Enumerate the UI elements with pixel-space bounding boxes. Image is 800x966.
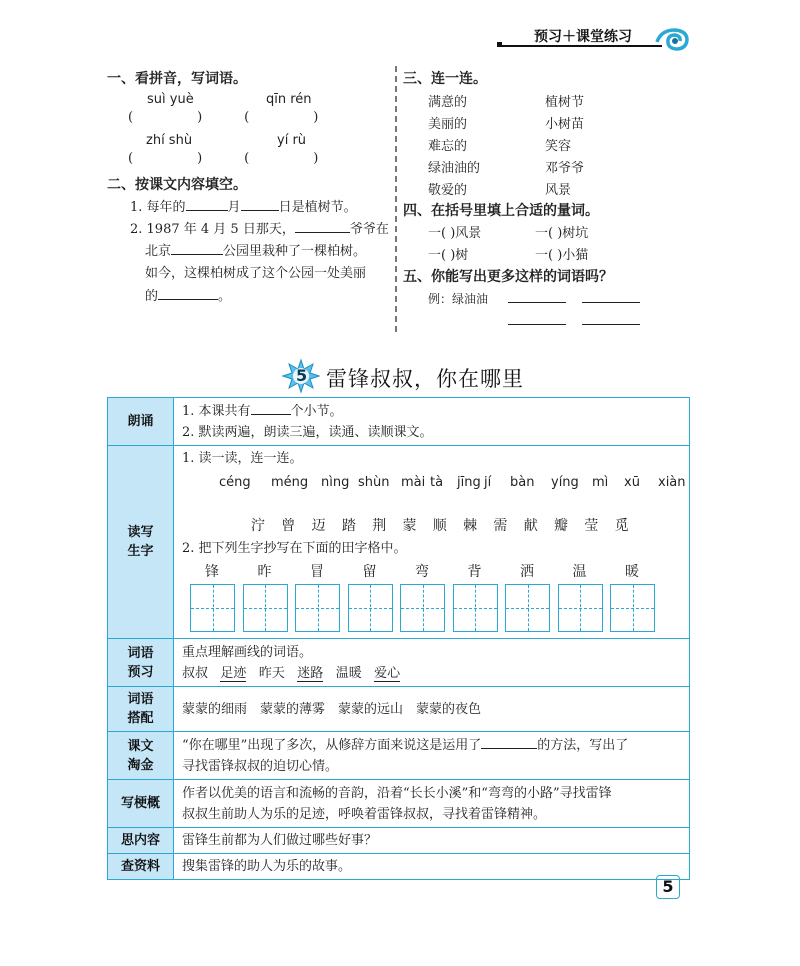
page-number-box — [656, 875, 680, 899]
hanzi-character[interactable]: 荆 — [372, 518, 387, 534]
answer-line-3[interactable] — [508, 310, 566, 325]
label-line: 读写 — [127, 525, 154, 540]
answer-paren-row1[interactable]: ( ) ( ) — [128, 110, 319, 125]
table-row-think — [108, 828, 690, 854]
match-left-2[interactable]: 美丽的 — [428, 117, 468, 132]
grid-guide-vertical — [528, 585, 529, 631]
page-number: 5 — [662, 877, 674, 896]
vocab-word-underlined[interactable]: 迷路 — [297, 665, 324, 681]
vocab-word-underlined[interactable]: 爱心 — [374, 665, 401, 681]
pinyin-syllable[interactable]: xū — [624, 475, 640, 490]
pinyin-syllable[interactable]: méng — [271, 475, 309, 490]
cell-text: 2. 把下列生字抄写在下面的田字格中。 — [182, 541, 407, 556]
table-row-vocab-preview — [108, 639, 690, 687]
table-row-collocation — [108, 687, 690, 732]
section1-title: 一、看拼音，写词语。 — [107, 71, 247, 87]
copy-character: 弯 — [415, 564, 429, 580]
cell-text: 重点理解画线的词语。 — [182, 644, 313, 660]
hanzi-character[interactable]: 迈 — [311, 518, 326, 534]
table-row-recite — [108, 398, 690, 446]
section2-title: 二、按课文内容填空。 — [107, 177, 247, 193]
lesson-title: 雷锋叔叔，你在哪里 — [326, 367, 524, 391]
pinyin-3: zhí shù — [146, 133, 193, 148]
table-row-summary — [108, 780, 690, 828]
fill-text: 1. 每年的 — [130, 200, 186, 215]
fill-line-2 — [130, 218, 389, 237]
cell-text: 寻找雷锋叔叔的迫切心情。 — [182, 759, 339, 774]
tianzi-grid — [174, 584, 683, 634]
pinyin-4: yí rù — [277, 133, 307, 148]
table-row-research — [108, 854, 690, 880]
fill-text: 。 — [218, 289, 232, 304]
row-label — [108, 732, 174, 780]
cell-text: “你在哪里”出现了多次，从修辞方面来说这是运用了 — [182, 738, 482, 753]
tianzi-grid-cell[interactable] — [295, 584, 340, 632]
fill-line-1 — [130, 196, 357, 215]
measure-word-2[interactable]: 一( )树坑 — [535, 226, 589, 241]
fill-text: 月 — [227, 200, 241, 215]
copy-character: 冒 — [310, 564, 324, 580]
match-left-3[interactable]: 难忘的 — [428, 139, 468, 154]
match-right-1[interactable]: 植树节 — [545, 95, 585, 110]
tianzi-grid-cell[interactable] — [453, 584, 498, 632]
tianzi-grid-cell[interactable] — [610, 584, 655, 632]
row-content — [174, 780, 690, 828]
fill-line-3 — [145, 240, 366, 259]
hanzi-character[interactable]: 曾 — [281, 518, 296, 534]
blank-scenery[interactable] — [158, 285, 218, 300]
answer-line-1[interactable] — [508, 288, 566, 303]
grid-guide-vertical — [475, 585, 476, 631]
fill-text: 日是植树节。 — [278, 200, 357, 215]
vocab-word-underlined[interactable]: 足迹 — [220, 665, 247, 681]
cell-text: 蒙蒙的细雨 蒙蒙的薄雾 蒙蒙的远山 蒙蒙的夜色 — [174, 687, 690, 732]
hanzi-character[interactable]: 棘 — [463, 518, 478, 534]
label-line: 淘金 — [127, 757, 154, 773]
fill-text: 爷爷在 — [349, 222, 389, 237]
pinyin-syllable[interactable]: nìng — [321, 475, 350, 490]
vocab-word: 昨天 — [258, 665, 285, 681]
row-label: 写梗概 — [108, 780, 174, 828]
answer-paren-row2[interactable]: ( ) ( ) — [128, 151, 319, 166]
hanzi-character[interactable]: 需 — [493, 518, 508, 534]
vocab-word: 叔叔 — [182, 665, 209, 681]
row-content — [174, 398, 690, 446]
fill-text: 的 — [145, 289, 159, 304]
character-row — [174, 516, 683, 538]
grid-guide-vertical — [423, 585, 424, 631]
row-label — [108, 446, 174, 639]
table-row-text-gold — [108, 732, 690, 780]
match-right-3[interactable]: 笑容 — [545, 139, 572, 154]
cell-text: 2. 默读两遍，朗读三遍，读通、读顺课文。 — [182, 425, 433, 440]
blank-park[interactable] — [171, 240, 223, 255]
table-row-characters — [108, 446, 690, 639]
swirl-logo-icon — [655, 26, 689, 52]
label-line: 生字 — [127, 544, 154, 559]
row-label: 查资料 — [108, 854, 174, 880]
copy-character: 温 — [572, 564, 587, 580]
grid-guide-vertical — [633, 585, 634, 631]
pinyin-syllable[interactable]: jīng — [457, 475, 481, 490]
hanzi-character[interactable]: 泞 — [251, 518, 265, 534]
blank-sections[interactable] — [251, 400, 291, 415]
pinyin-row — [174, 472, 686, 492]
tianzi-grid-cell[interactable] — [505, 584, 550, 632]
fill-line-5 — [145, 285, 231, 304]
copy-character: 锋 — [205, 564, 219, 580]
copy-character: 暖 — [625, 564, 639, 580]
column-divider — [395, 66, 397, 332]
hanzi-character[interactable]: 瓣 — [554, 518, 568, 534]
grid-guide-vertical — [370, 585, 371, 631]
grid-guide-vertical — [265, 585, 266, 631]
pinyin-syllable[interactable]: shùn — [358, 475, 390, 490]
header-title: 预习＋课堂练习 — [534, 29, 632, 45]
row-content — [174, 639, 690, 687]
row-content — [174, 732, 690, 780]
header-dot — [497, 42, 502, 47]
label-line: 词语 — [127, 692, 154, 707]
hanzi-character[interactable]: 顺 — [432, 518, 447, 534]
blank-rhetoric[interactable] — [481, 734, 537, 749]
cell-text: 叔叔生前助人为乐的足迹，呼唤着雷锋叔叔，寻找着雷锋精神。 — [182, 806, 547, 822]
measure-word-1[interactable]: 一( )风景 — [428, 226, 482, 241]
pinyin-syllable[interactable]: xiàn — [658, 475, 686, 490]
cell-text: 1. 本课共有 — [182, 404, 251, 419]
fill-text: 2. 1987 年 4 月 5 日那天， — [130, 222, 295, 237]
cell-text: 搜集雷锋的助人为乐的故事。 — [174, 854, 690, 880]
copy-character: 昨 — [257, 564, 272, 580]
pinyin-syllable[interactable]: mài — [401, 475, 426, 490]
section5-title: 五、你能写出更多这样的词语吗？ — [403, 269, 613, 285]
row-label: 思内容 — [108, 828, 174, 854]
blank-person[interactable] — [295, 218, 350, 233]
tianzi-grid-cell[interactable] — [558, 584, 603, 632]
copy-character: 背 — [467, 564, 482, 580]
grid-guide-vertical — [213, 585, 214, 631]
match-left-4[interactable]: 绿油油的 — [428, 161, 481, 176]
label-line: 搭配 — [127, 711, 154, 726]
fill-line-4: 如今，这棵柏树成了这个公园一处美丽 — [145, 266, 367, 281]
lesson-table — [107, 397, 690, 880]
vocab-words — [182, 663, 683, 684]
fill-text: 公园里栽种了一棵柏树。 — [223, 244, 367, 259]
pinyin-syllable[interactable]: bàn — [510, 475, 535, 490]
copy-char-row — [174, 562, 683, 582]
answer-line-4[interactable] — [582, 310, 640, 325]
hanzi-character[interactable]: 觅 — [614, 518, 629, 534]
hanzi-character[interactable]: 莹 — [584, 518, 599, 534]
cell-text: 1. 读一读，连一连。 — [182, 451, 303, 466]
tianzi-grid-cell[interactable] — [243, 584, 288, 632]
row-label — [108, 639, 174, 687]
section4-title: 四、在括号里填上合适的量词。 — [403, 203, 599, 219]
match-left-5[interactable]: 敬爱的 — [428, 183, 468, 198]
row-label: 朗诵 — [108, 398, 174, 446]
fill-text: 北京 — [145, 244, 172, 259]
row-label — [108, 687, 174, 732]
measure-word-3[interactable]: 一( )树 — [428, 248, 469, 263]
copy-character: 留 — [362, 564, 377, 580]
grid-guide-vertical — [318, 585, 319, 631]
cell-text: 个小节。 — [290, 404, 343, 419]
match-right-4[interactable]: 邓爷爷 — [545, 161, 585, 176]
example-word: 例：绿油油 — [428, 292, 489, 306]
pinyin-syllable[interactable]: céng — [219, 475, 251, 490]
hanzi-character[interactable]: 献 — [523, 518, 538, 534]
pinyin-syllable[interactable]: jí — [484, 475, 492, 490]
blank-month[interactable] — [186, 196, 228, 211]
cell-text: 作者以优美的语言和流畅的音韵，沿着“长长小溪”和“弯弯的小路”寻找雷锋 — [182, 785, 612, 801]
measure-word-4[interactable]: 一( )小猫 — [535, 248, 589, 263]
cell-text: 的方法，写出了 — [537, 738, 629, 753]
pinyin-syllable[interactable]: yíng — [551, 475, 579, 490]
tianzi-grid-cell[interactable] — [400, 584, 445, 632]
hanzi-character[interactable]: 踏 — [341, 518, 356, 534]
characters-cell — [174, 446, 690, 639]
grid-guide-vertical — [580, 585, 581, 631]
blank-day[interactable] — [241, 196, 279, 211]
vocab-word: 温暖 — [335, 665, 362, 681]
match-right-2[interactable]: 小树苗 — [545, 117, 585, 132]
match-left-1[interactable]: 满意的 — [428, 95, 468, 110]
label-line: 课文 — [127, 738, 154, 754]
section3-title: 三、连一连。 — [403, 71, 487, 87]
pinyin-syllable[interactable]: mì — [592, 475, 609, 490]
answer-line-2[interactable] — [582, 288, 640, 303]
hanzi-character[interactable]: 蒙 — [402, 518, 417, 534]
pinyin-syllable[interactable]: tà — [430, 475, 444, 490]
tianzi-grid-cell[interactable] — [190, 584, 235, 632]
label-line: 预习 — [127, 664, 154, 680]
copy-character: 洒 — [520, 564, 534, 580]
tianzi-grid-cell[interactable] — [348, 584, 393, 632]
pinyin-1: suì yuè — [147, 92, 194, 107]
cell-text: 雷锋生前都为人们做过哪些好事？ — [174, 828, 690, 854]
match-right-5[interactable]: 风景 — [545, 183, 572, 198]
label-line: 词语 — [127, 645, 154, 661]
lesson-number: 5 — [296, 366, 308, 385]
pinyin-2: qīn rén — [266, 92, 312, 107]
